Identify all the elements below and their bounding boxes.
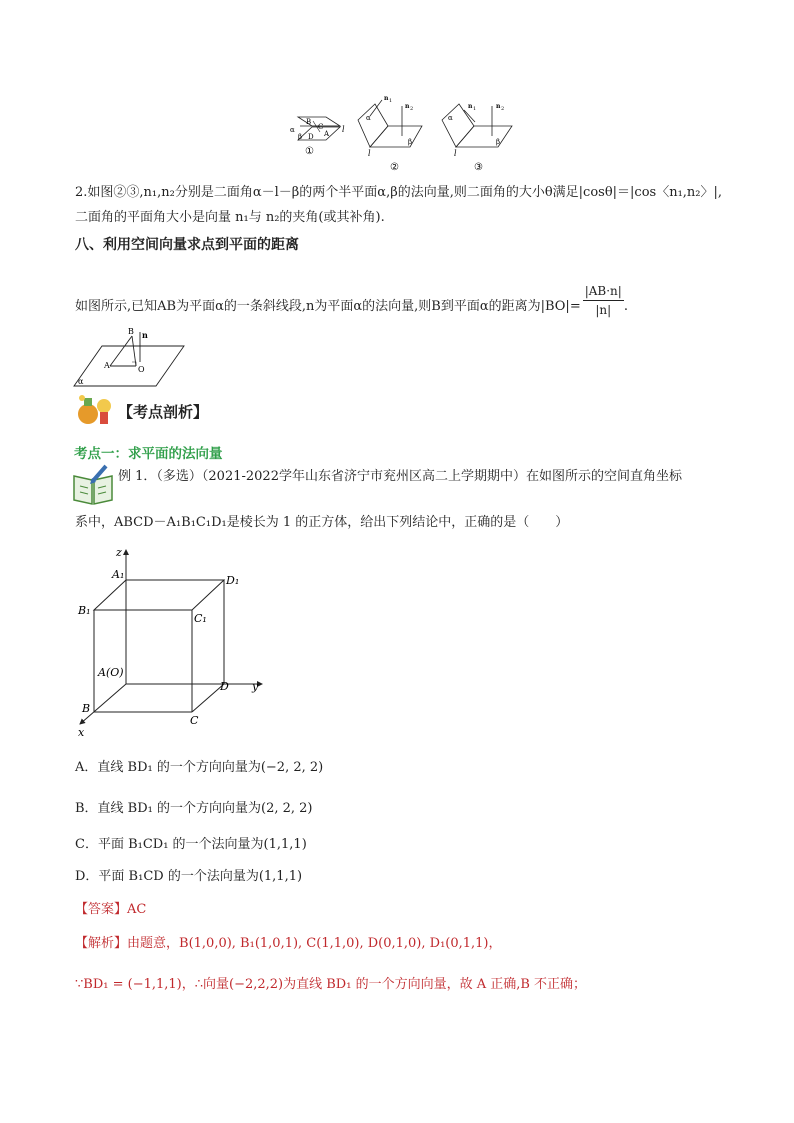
cube-B1: B₁ bbox=[78, 604, 91, 617]
cube-D1: D₁ bbox=[226, 574, 240, 587]
f2-beta: β bbox=[408, 138, 413, 146]
f2-n2-sub: 2 bbox=[410, 106, 414, 112]
f1-alpha: α bbox=[290, 126, 295, 134]
f1-D: D bbox=[308, 133, 314, 141]
cube-C1: C₁ bbox=[194, 612, 207, 625]
fig3-label: ③ bbox=[474, 162, 483, 173]
f1-l: l bbox=[342, 125, 345, 134]
fig-B: B bbox=[128, 327, 134, 336]
para2-line1: 2.如图②③,n₁,n₂分别是二面角α－l－β的两个半平面α,β的法向量,则二面角的大小θ满足|cosθ|＝|cos〈n₁,n₂〉|, bbox=[75, 185, 723, 200]
answer-line bbox=[75, 901, 146, 919]
fig-n: n bbox=[142, 330, 148, 340]
fig-O: O bbox=[138, 365, 145, 374]
kaodian-header: 【考点剖析】 bbox=[118, 403, 209, 421]
dihedral-figures bbox=[270, 92, 530, 178]
f3-beta: β bbox=[496, 138, 501, 146]
kaodian1-title: 考点一：求平面的法向量 bbox=[74, 446, 223, 462]
analysis-line2: ∵BD₁ = (−1,1,1)，∴向量(−2,2,2)为直线 BD₁ 的一个方向向量，故 A 正确,B 不正确； bbox=[75, 977, 587, 992]
figure-2 bbox=[358, 95, 422, 173]
option-d: D．平面 B₁CD 的一个法向量为(1,1,1) bbox=[75, 869, 303, 884]
cube-C: C bbox=[190, 714, 199, 727]
f1-B: B bbox=[306, 118, 312, 126]
cube-x: x bbox=[78, 726, 85, 739]
figure-1 bbox=[290, 117, 345, 157]
cube-y: y bbox=[252, 680, 259, 693]
option-b: B．直线 BD₁ 的一个方向向量为(2, 2, 2) bbox=[75, 801, 313, 816]
analysis-label: 【解析】 bbox=[75, 936, 128, 951]
option-a: A．直线 BD₁ 的一个方向向量为(−2, 2, 2) bbox=[75, 760, 324, 775]
section8-text-line bbox=[75, 284, 628, 325]
f2-n1-sub: 1 bbox=[389, 98, 393, 104]
f2-n1: n bbox=[384, 95, 389, 102]
example1-line2: 系中，ABCD－A₁B₁C₁D₁是棱长为 1 的正方体，给出下列结论中，正确的是（ ） bbox=[75, 515, 569, 530]
cube-D: D bbox=[220, 680, 229, 693]
analysis-text1: 由题意，B(1,0,0), B₁(1,0,1), C(1,1,0), D(0,1,0), D₁(0,1,1)， bbox=[127, 936, 502, 951]
cube-AO: A(O) bbox=[98, 666, 124, 679]
fraction-denominator: |n| bbox=[595, 303, 612, 317]
fig-alpha: α bbox=[78, 377, 84, 386]
f1-C: C bbox=[318, 123, 324, 131]
answer-value: AC bbox=[127, 902, 147, 917]
fraction-end: . bbox=[623, 299, 628, 314]
section8-title: 八、利用空间向量求点到平面的距离 bbox=[75, 237, 299, 253]
para2-line2: 二面角的平面角大小是向量 n₁与 n₂的夹角(或其补角). bbox=[75, 210, 385, 225]
f3-n1-sub: 1 bbox=[473, 106, 477, 112]
f2-n2: n bbox=[405, 103, 410, 110]
fig-A: A bbox=[104, 361, 110, 370]
distance-fraction bbox=[583, 282, 624, 319]
fig1-label: ① bbox=[305, 146, 314, 157]
example1-line1: 例 1．（多选）（2021-2022学年山东省济宁市兖州区高二上学期期中）在如图所示的空间直角坐标 bbox=[118, 469, 682, 484]
f3-l: l bbox=[454, 149, 457, 158]
f2-alpha: α bbox=[366, 114, 371, 122]
cube-figure bbox=[74, 544, 274, 739]
cube-z: z bbox=[116, 546, 122, 559]
answer-label: 【答案】 bbox=[75, 902, 128, 917]
f2-l: l bbox=[368, 149, 371, 158]
f3-n2-sub: 2 bbox=[501, 106, 505, 112]
f3-n2: n bbox=[496, 103, 501, 110]
f1-A: A bbox=[324, 130, 330, 138]
section8-text: 如图所示,已知AB为平面α的一条斜线段,n为平面α的法向量,则B到平面α的距离为|BO|= bbox=[75, 299, 581, 314]
figure-3 bbox=[442, 103, 512, 173]
option-c: C．平面 B₁CD₁ 的一个法向量为(1,1,1) bbox=[75, 837, 307, 852]
fig2-label: ② bbox=[390, 162, 399, 173]
fraction-numerator: |AB·n| bbox=[583, 282, 624, 301]
cube-A1: A₁ bbox=[112, 568, 125, 581]
f3-alpha: α bbox=[448, 114, 453, 122]
book-icon bbox=[70, 464, 116, 506]
distance-figure bbox=[72, 324, 187, 388]
analysis-line1 bbox=[75, 935, 502, 953]
cube-B: B bbox=[82, 702, 91, 715]
f3-n1: n bbox=[468, 103, 473, 110]
flask-icon bbox=[74, 392, 116, 428]
f1-beta: β bbox=[298, 133, 303, 141]
